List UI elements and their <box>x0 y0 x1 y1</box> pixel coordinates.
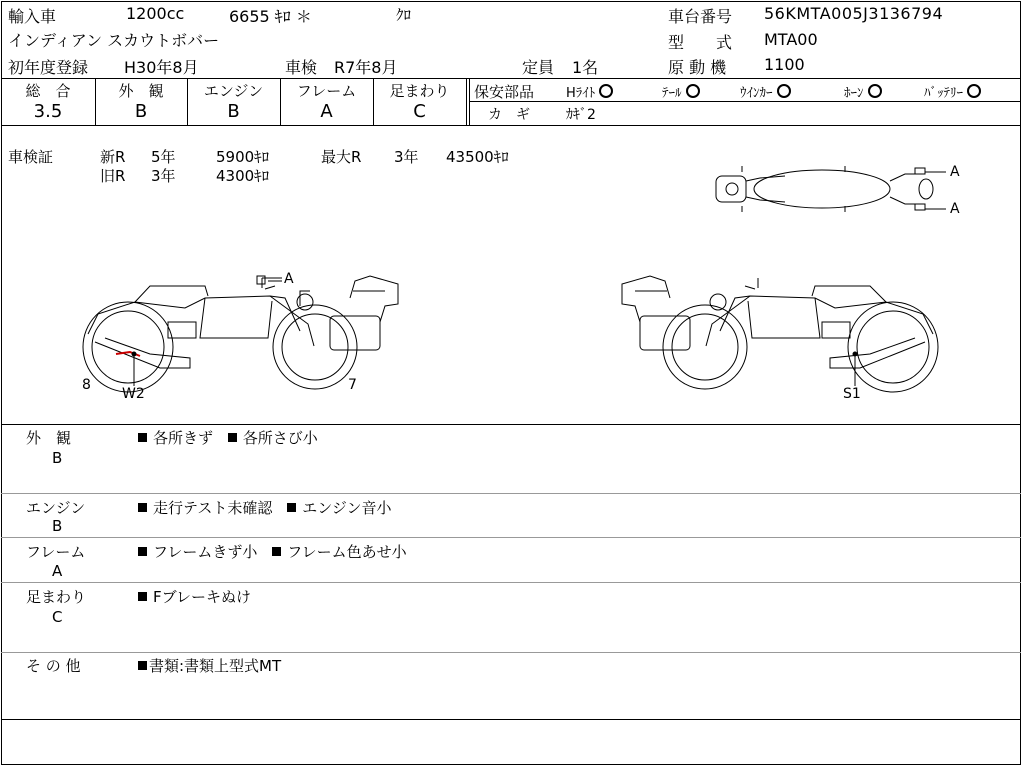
mark-left-a: A <box>284 271 294 287</box>
bullet-square-icon <box>138 592 147 601</box>
registration-label: 車検証 <box>8 148 54 166</box>
mileage: 6655 ｷﾛ ＊ <box>229 7 312 26</box>
ok-circle-icon <box>967 84 981 98</box>
old-r-years: 3年 <box>151 167 176 185</box>
mark-left-w2: W2 <box>122 386 145 402</box>
mark-top-a2: A <box>950 201 960 217</box>
overall-grade-label: 総 合 <box>25 82 71 100</box>
notes-engine-items: 走行テスト未確認 エンジン音小 <box>138 497 391 518</box>
exterior-grade-label: 外 観 <box>118 82 164 100</box>
max-r-price: 43500ｷﾛ <box>446 148 509 166</box>
notes-frame-items: フレームきず小 フレーム色あせ小 <box>138 541 407 562</box>
tail-status: ﾃｰﾙ <box>662 82 700 101</box>
frame-grade-label: フレーム <box>296 82 357 100</box>
battery-status: ﾊﾞｯﾃﾘｰ <box>924 82 981 101</box>
model-name: インディアン スカウトボバー <box>8 31 220 50</box>
bullet-square-icon <box>138 547 147 556</box>
mark-left-7: 7 <box>348 377 357 393</box>
motorcycle-right-side-view <box>622 276 938 392</box>
max-r-years: 3年 <box>394 148 419 166</box>
notes-suspension-items: Fブレーキぬけ <box>138 586 251 607</box>
motorcycle-left-side-view <box>83 276 398 392</box>
notes-exterior-label: 外 観 <box>26 429 72 447</box>
overall-grade: 3.5 <box>33 101 63 122</box>
max-r-label: 最大R <box>321 148 362 166</box>
new-r-label: 新R <box>100 148 126 166</box>
displacement: 1200cc <box>126 4 185 23</box>
capacity-label: 定員 <box>522 58 555 77</box>
engine-model: 1100 <box>764 55 805 74</box>
first-registration: H30年8月 <box>124 58 199 77</box>
bullet-square-icon <box>287 503 296 512</box>
suspension-grade: C <box>413 101 426 122</box>
ok-circle-icon <box>777 84 791 98</box>
notes-other-items: 書類:書類上型式MT <box>138 655 281 676</box>
vehicle-type: 輸入車 <box>8 7 57 26</box>
frame-number: 56KMTA005J3136794 <box>764 4 944 23</box>
notes-engine-grade: B <box>52 517 63 535</box>
motorcycle-damage-diagram <box>0 126 1022 424</box>
inspection-label: 車検 <box>285 58 318 77</box>
bullet-square-icon <box>228 433 237 442</box>
notes-suspension-grade: C <box>52 608 63 626</box>
notes-engine-label: エンジン <box>26 499 86 517</box>
exterior-grade: B <box>134 101 148 122</box>
engine-grade-label: エンジン <box>203 82 264 100</box>
frame-number-label: 車台番号 <box>668 7 733 26</box>
headlight-status: Hﾗｲﾄ <box>566 82 613 101</box>
mark-left-8: 8 <box>82 377 91 393</box>
notes-exterior-items: 各所きず 各所さび小 <box>138 427 318 448</box>
new-r-price: 5900ｷﾛ <box>216 148 270 166</box>
bullet-square-icon <box>138 433 147 442</box>
notes-frame-label: フレーム <box>26 543 86 561</box>
key-value: ｶｷﾞ2 <box>566 107 596 123</box>
safety-parts-label: 保安部品 <box>474 83 535 101</box>
model-code: MTA00 <box>764 30 818 49</box>
inspection-date: R7年8月 <box>334 58 398 77</box>
model-code-label: 型 式 <box>668 33 733 52</box>
old-r-price: 4300ｷﾛ <box>216 167 270 185</box>
notes-frame-grade: A <box>52 562 63 580</box>
ok-circle-icon <box>868 84 882 98</box>
mark-top-a1: A <box>950 164 960 180</box>
notes-exterior-grade: B <box>52 449 63 467</box>
mark-right-s1: S1 <box>843 386 861 402</box>
notes-other-label: そ の 他 <box>26 657 81 675</box>
ok-circle-icon <box>599 84 613 98</box>
bullet-square-icon <box>138 503 147 512</box>
suspension-grade-label: 足まわり <box>389 82 450 100</box>
key-label: カ ギ <box>488 107 530 123</box>
first-registration-label: 初年度登録 <box>8 58 89 77</box>
horn-status: ﾎｰﾝ <box>844 82 882 101</box>
winker-status: ｳｲﾝｶｰ <box>740 82 791 101</box>
engine-model-label: 原 動 機 <box>668 58 727 77</box>
body-color: ｸﾛ <box>396 6 412 24</box>
new-r-years: 5年 <box>151 148 176 166</box>
bullet-square-icon <box>138 661 147 670</box>
motorcycle-top-view <box>716 166 946 212</box>
notes-suspension-label: 足まわり <box>26 588 87 606</box>
capacity: 1名 <box>572 58 599 77</box>
engine-grade: B <box>227 101 240 122</box>
frame-grade: A <box>320 101 333 122</box>
bullet-square-icon <box>272 547 281 556</box>
old-r-label: 旧R <box>100 167 126 185</box>
ok-circle-icon <box>686 84 700 98</box>
